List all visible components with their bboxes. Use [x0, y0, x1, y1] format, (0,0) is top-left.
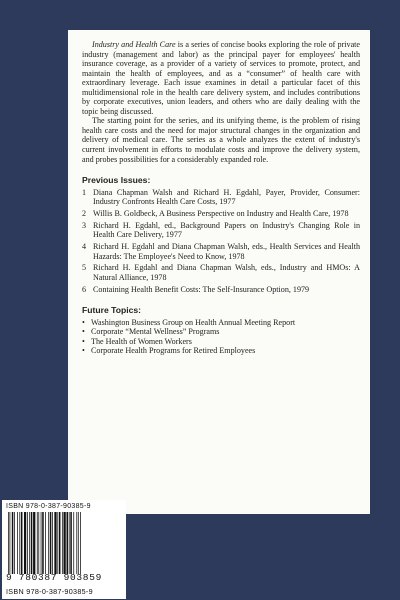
list-item [82, 327, 360, 337]
intro-paragraph-2: The starting point for the series, and its unifying theme, is the problem of rising health care costs and the need for major structural changes in the organization and delivery of medical care. The series as a whole analyzes the extent of industry's current involvement in efforts to modulate costs and improve the delivery system, and probes possibilities for a considerably expanded role. [82, 116, 360, 164]
isbn-label-bottom: ISBN 978-0-387-90385-9 [6, 587, 93, 596]
list-item [82, 337, 360, 347]
future-topics-list [82, 318, 360, 356]
issue-text: Richard H. Egdahl, ed., Background Papers on Industry's Changing Role in Health Care Delivery, 1977 [93, 220, 360, 240]
issue-number: 2 [82, 208, 87, 218]
issue-number: 3 [82, 220, 87, 230]
list-item [82, 285, 360, 295]
list-item [82, 318, 360, 328]
future-topics-heading: Future Topics: [82, 305, 142, 316]
previous-issues-heading: Previous Issues: [82, 175, 151, 186]
issue-number: 4 [82, 241, 87, 251]
barcode-icon [8, 512, 122, 574]
series-name: Industry and Health Care [92, 40, 176, 49]
isbn-barcode-box [2, 500, 126, 599]
topic-text: The Health of Women Workers [91, 336, 192, 346]
list-item [82, 263, 360, 282]
issue-text: Containing Health Benefit Costs: The Self-Insurance Option, 1979 [93, 284, 310, 294]
intro-paragraph-1-text: is a series of concise books exploring the role of private industry (management and labor) as the principal payer for employees' health insurance coverage, as a provider of a variety of services to promote, protect, and maintain the health of employees, and as a “consumer” of health care with extraordinary leverage. Each issue examines in detail a particular facet of this multidimensional role in the health care delivery system, and includes contributions by corporate executives, union leaders, and others who are daily dealing with the topic being discussed. [82, 40, 361, 116]
bullet-icon: • [82, 317, 85, 327]
list-item [82, 209, 360, 219]
bullet-icon: • [82, 327, 85, 337]
issue-text: Willis B. Goldbeck, A Business Perspective on Industry and Health Care, 1978 [93, 208, 349, 218]
back-cover-text-panel [68, 30, 370, 514]
issue-text: Richard H. Egdahl and Diana Chapman Walsh, eds., Health Services and Health Hazards: The Employee's Need to Know, 1978 [93, 241, 360, 261]
topic-text: Corporate “Mental Wellness” Programs [91, 327, 220, 337]
list-item [82, 346, 360, 356]
issue-number: 5 [82, 263, 87, 273]
topic-text: Washington Business Group on Health Annual Meeting Report [91, 317, 296, 327]
isbn-label-top: ISBN 978-0-387-90385-9 [6, 503, 91, 510]
intro-paragraph-1 [82, 40, 360, 116]
issue-number: 6 [82, 284, 87, 294]
previous-issues-list [82, 188, 360, 294]
bullet-icon: • [82, 346, 85, 356]
list-item [82, 221, 360, 240]
barcode-digits: 9 780387 903859 [6, 572, 103, 583]
topic-text: Corporate Health Programs for Retired Employees [91, 346, 256, 356]
bullet-icon: • [82, 336, 85, 346]
list-item [82, 188, 360, 207]
issue-text: Richard H. Egdahl and Diana Chapman Walsh, eds., Industry and HMOs: A Natural Alliance, 1978 [93, 263, 360, 282]
issue-number: 1 [82, 187, 87, 197]
list-item [82, 242, 360, 261]
issue-text: Diana Chapman Walsh and Richard H. Egdahl, Payer, Provider, Consumer: Industry Confronts Health Care Costs, 1977 [93, 187, 360, 207]
